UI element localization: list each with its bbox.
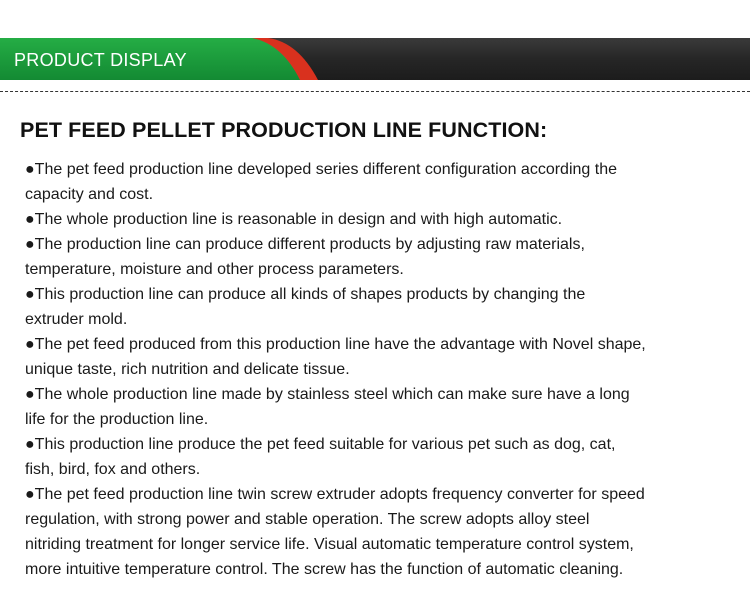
function-item-first-line xyxy=(25,382,740,407)
bullet-icon: ● xyxy=(25,211,35,228)
function-item-first-line xyxy=(25,232,740,257)
bullet-icon: ● xyxy=(25,161,35,178)
function-item xyxy=(25,482,740,582)
function-item-first-line xyxy=(25,157,740,182)
function-item-line xyxy=(25,507,740,532)
function-item xyxy=(25,432,740,482)
function-item-text: The pet feed produced from this production line have the advantage with Novel shape, xyxy=(34,336,646,353)
bullet-icon: ● xyxy=(25,336,35,353)
function-item-text: more intuitive temperature control. The screw has the function of automatic cleaning. xyxy=(25,561,624,578)
bullet-icon: ● xyxy=(25,386,35,403)
dashed-divider xyxy=(0,91,750,92)
function-item-first-line xyxy=(25,282,740,307)
function-item-text: life for the production line. xyxy=(25,411,209,428)
function-item xyxy=(25,282,740,332)
function-item-line xyxy=(25,257,740,282)
function-item-first-line xyxy=(25,482,740,507)
function-item xyxy=(25,157,740,207)
function-item-text: This production line produce the pet feed suitable for various pet such as dog, cat, xyxy=(34,436,616,453)
function-item-line xyxy=(25,457,740,482)
function-item-text: The whole production line is reasonable in design and with high automatic. xyxy=(34,211,563,228)
function-item-text: This production line can produce all kinds of shapes products by changing the xyxy=(34,286,586,303)
function-item-line xyxy=(25,557,740,582)
function-item-text: fish, bird, fox and others. xyxy=(25,461,201,478)
bullet-icon: ● xyxy=(25,286,35,303)
function-item-text: The pet feed production line developed series different configuration according the xyxy=(34,161,617,178)
function-item xyxy=(25,332,740,382)
function-item-text: nitriding treatment for longer service life. Visual automatic temperature control system, xyxy=(25,536,634,553)
function-list xyxy=(25,157,740,582)
function-item-text: The whole production line made by stainless steel which can make sure have a long xyxy=(34,386,630,403)
page-heading: PET FEED PELLET PRODUCTION LINE FUNCTION: xyxy=(20,118,548,142)
bullet-icon: ● xyxy=(25,436,35,453)
function-item xyxy=(25,232,740,282)
function-item-line xyxy=(25,182,740,207)
function-item-line xyxy=(25,307,740,332)
bullet-icon: ● xyxy=(25,486,35,503)
function-item-first-line xyxy=(25,432,740,457)
function-item xyxy=(25,207,740,232)
section-banner xyxy=(0,38,750,80)
function-item-line xyxy=(25,357,740,382)
function-item-text: The production line can produce different products by adjusting raw materials, xyxy=(34,236,585,253)
function-item xyxy=(25,382,740,432)
function-item-line xyxy=(25,532,740,557)
function-item-text: extruder mold. xyxy=(25,311,128,328)
banner-title: PRODUCT DISPLAY xyxy=(14,50,187,70)
function-item-text: temperature, moisture and other process parameters. xyxy=(25,261,404,278)
function-item-first-line xyxy=(25,332,740,357)
function-item-text: capacity and cost. xyxy=(25,186,154,203)
function-item-text: The pet feed production line twin screw extruder adopts frequency converter for speed xyxy=(34,486,645,503)
function-item-line xyxy=(25,407,740,432)
bullet-icon: ● xyxy=(25,236,35,253)
function-item-first-line xyxy=(25,207,740,232)
function-item-text: unique taste, rich nutrition and delicate tissue. xyxy=(25,361,350,378)
function-item-text: regulation, with strong power and stable operation. The screw adopts alloy steel xyxy=(25,511,590,528)
